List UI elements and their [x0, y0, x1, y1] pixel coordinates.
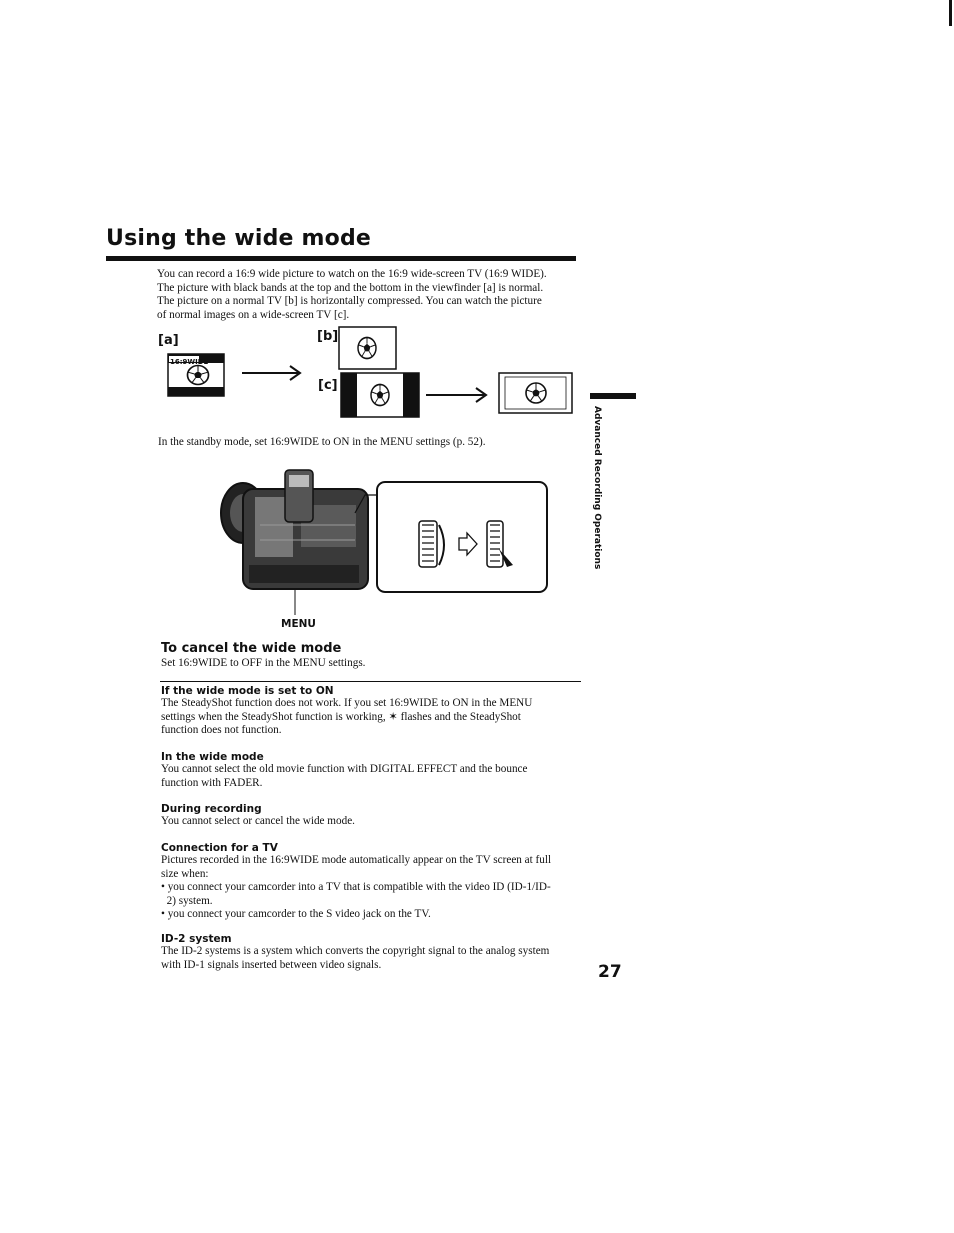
soccer-ball-icon [526, 383, 546, 403]
section-tab-label: Advanced Recording Operations [592, 406, 602, 570]
note-line: function with FADER. [161, 776, 263, 789]
cancel-heading: To cancel the wide mode [161, 641, 342, 656]
page-number: 27 [598, 962, 622, 982]
figure-label-c: [c] [318, 378, 338, 393]
camcorder-icon [221, 470, 368, 615]
note-wide-mode [161, 751, 581, 790]
note-heading: In the wide mode [161, 751, 264, 763]
note-line: with ID-1 signals inserted between video signals. [161, 958, 382, 971]
note-line: 2) system. [161, 894, 213, 907]
note-line: You cannot select the old movie function with DIGITAL EFFECT and the bounce [161, 763, 528, 775]
figure-label-a: [a] [158, 333, 179, 348]
camcorder-illustration [215, 465, 555, 615]
normal-tv-picture-b [339, 327, 396, 369]
note-line: The SteadyShot function does not work. If you set 16:9WIDE to ON in the MENU [161, 697, 533, 709]
note-heading: ID-2 system [161, 933, 232, 945]
note-line: settings when the SteadyShot function is working, ✶ flashes and the SteadyShot [161, 710, 521, 723]
note-line: • you connect your camcorder to the S video jack on the TV. [161, 908, 431, 921]
intro-line-4: of normal images on a wide-screen TV [c]. [157, 308, 350, 321]
menu-dial-label: MENU [281, 618, 316, 630]
notes-divider [160, 681, 581, 682]
note-during-recording [161, 803, 581, 829]
detail-callout-box [377, 482, 547, 592]
intro-line-3: The picture on a normal TV [b] is horizontally compressed. You can watch the picture [157, 295, 542, 308]
note-line: The ID-2 systems is a system which converts the copyright signal to the analog system [161, 945, 550, 957]
section-tab-bar [590, 393, 636, 399]
widescreen-tv-picture-c [341, 373, 419, 417]
intro-line-2: The picture with black bands at the top and the bottom in the viewfinder [a] is normal. [157, 281, 544, 294]
note-line: • you connect your camcorder into a TV that is compatible with the video ID (ID-1/ID- [161, 881, 551, 894]
note-heading: If the wide mode is set to ON [161, 685, 334, 697]
widescreen-tv-result [499, 373, 572, 413]
note-line: You cannot select or cancel the wide mode. [161, 815, 355, 827]
note-id2-system [161, 933, 581, 972]
note-line: Pictures recorded in the 16:9WIDE mode automatically appear on the TV screen at full [161, 854, 552, 866]
wide-mode-badge: 16:9WIDE [170, 358, 209, 366]
note-line: function does not function. [161, 724, 282, 737]
title-underline [106, 256, 576, 261]
figure-label-b: [b] [317, 329, 339, 344]
arrow-right-icon [426, 388, 486, 402]
arrow-right-icon [242, 366, 300, 380]
note-steadyshot [161, 685, 581, 738]
note-heading: Connection for a TV [161, 842, 278, 854]
figure-caption: In the standby mode, set 16:9WIDE to ON in the MENU settings (p. 52). [158, 436, 486, 448]
soccer-ball-icon [188, 366, 209, 385]
note-heading: During recording [161, 803, 262, 815]
soccer-ball-icon [371, 385, 389, 406]
page-title: Using the wide mode [106, 226, 372, 251]
intro-line-1: You can record a 16:9 wide picture to watch on the 16:9 wide-screen TV (16:9 WIDE). [157, 268, 547, 280]
note-tv-connection [161, 842, 581, 922]
scan-edge-mark [949, 0, 952, 26]
soccer-ball-icon [358, 338, 376, 359]
aspect-ratio-figure [150, 320, 590, 420]
note-line: size when: [161, 867, 209, 880]
intro-paragraph [157, 268, 577, 322]
cancel-text: Set 16:9WIDE to OFF in the MENU settings. [161, 657, 366, 669]
